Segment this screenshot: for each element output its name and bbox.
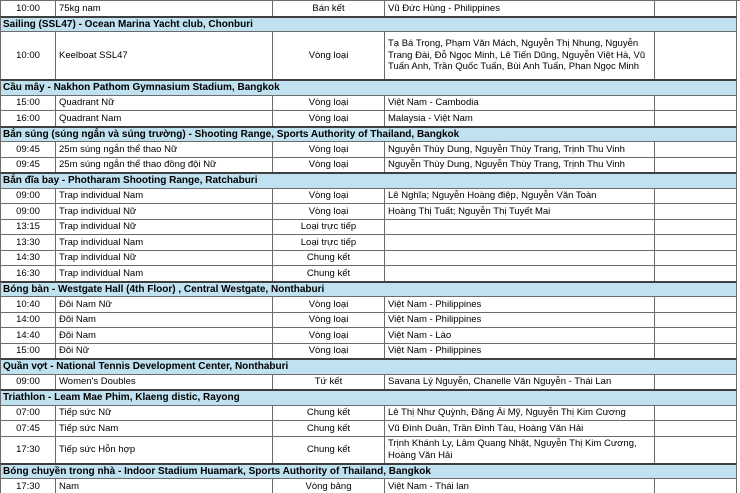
event-cell: Trap individual Nữ <box>56 251 273 266</box>
time-cell: 09:45 <box>0 142 56 157</box>
schedule-row <box>0 406 737 422</box>
participants-cell: Việt Nam - Lào <box>385 328 655 343</box>
schedule-row <box>0 421 737 437</box>
notes-cell <box>655 96 737 111</box>
time-cell: 07:45 <box>0 421 56 436</box>
round-cell: Vòng loại <box>273 328 385 343</box>
event-cell: 75kg nam <box>56 1 273 16</box>
schedule-row <box>0 266 737 282</box>
participants-cell: Việt Nam - Philippines <box>385 344 655 359</box>
schedule-row <box>0 189 737 205</box>
round-cell: Tứ kết <box>273 375 385 390</box>
round-cell: Loại trực tiếp <box>273 235 385 250</box>
round-cell: Chung kết <box>273 266 385 281</box>
schedule-row <box>0 479 737 493</box>
event-cell: 25m súng ngắn thể thao Nữ <box>56 142 273 157</box>
participants-cell: Vũ Đức Hùng - Philippines <box>385 1 655 16</box>
participants-cell: Trịnh Khánh Ly, Lâm Quang Nhật, Nguyễn Thị Kim Cương, Hoàng Văn Hải <box>385 437 655 463</box>
schedule-row <box>0 111 737 127</box>
schedule-row <box>0 251 737 267</box>
section-header: Bóng bàn - Westgate Hall (4th Floor) , Central Westgate, Nonthaburi <box>0 281 737 298</box>
time-cell: 17:30 <box>0 437 56 463</box>
event-cell: Trap individual Nữ <box>56 220 273 235</box>
round-cell: Vòng loại <box>273 344 385 359</box>
time-cell: 07:00 <box>0 406 56 421</box>
participants-cell: Lê Nghĩa; Nguyễn Hoàng điệp, Nguyễn Văn Toàn <box>385 189 655 204</box>
notes-cell <box>655 344 737 359</box>
notes-cell <box>655 204 737 219</box>
time-cell: 16:00 <box>0 111 56 126</box>
time-cell: 13:15 <box>0 220 56 235</box>
time-cell: 09:00 <box>0 204 56 219</box>
round-cell: Vòng loại <box>273 313 385 328</box>
notes-cell <box>655 421 737 436</box>
time-cell: 10:00 <box>0 32 56 79</box>
round-cell: Chung kết <box>273 251 385 266</box>
section-header: Triathlon - Leam Mae Phim, Klaeng distic, Rayong <box>0 389 737 406</box>
event-cell: Trap individual Nữ <box>56 204 273 219</box>
notes-cell <box>655 313 737 328</box>
event-cell: Quadrant Nữ <box>56 96 273 111</box>
schedule-row <box>0 344 737 360</box>
event-cell: Keelboat SSL47 <box>56 32 273 79</box>
round-cell: Vòng loại <box>273 32 385 79</box>
event-cell: Trap individual Nam <box>56 189 273 204</box>
round-cell: Chung kết <box>273 437 385 463</box>
schedule-row <box>0 220 737 236</box>
event-cell: Đôi Nam <box>56 328 273 343</box>
participants-cell: Vũ Đình Duân, Trần Đình Tàu, Hoàng Văn Hải <box>385 421 655 436</box>
time-cell: 09:00 <box>0 375 56 390</box>
participants-cell: Việt Nam - Philippines <box>385 313 655 328</box>
schedule-row <box>0 297 737 313</box>
participants-cell <box>385 251 655 266</box>
time-cell: 14:40 <box>0 328 56 343</box>
schedule-row <box>0 32 737 80</box>
schedule-row <box>0 437 737 464</box>
round-cell: Vòng loại <box>273 111 385 126</box>
notes-cell <box>655 328 737 343</box>
time-cell: 17:30 <box>0 479 56 493</box>
notes-cell <box>655 142 737 157</box>
round-cell: Vòng loại <box>273 189 385 204</box>
time-cell: 15:00 <box>0 344 56 359</box>
event-cell: Trap individual Nam <box>56 266 273 281</box>
time-cell: 09:45 <box>0 158 56 173</box>
participants-cell: Lê Thị Như Quỳnh, Đặng Ái Mỹ, Nguyễn Thị Kim Cương <box>385 406 655 421</box>
notes-cell <box>655 479 737 493</box>
section-header: Bắn đĩa bay - Photharam Shooting Range, Ratchaburi <box>0 172 737 189</box>
round-cell: Chung kết <box>273 421 385 436</box>
event-cell: Quadrant Nam <box>56 111 273 126</box>
section-header: Bắn súng (súng ngắn và súng trường) - Shooting Range, Sports Authority of Thailand, Bangkok <box>0 126 737 143</box>
participants-cell: Tạ Bá Trọng, Phạm Văn Mách, Nguyễn Thị Nhung, Nguyễn Trang Đài, Đỗ Ngọc Minh, Lê Tiến Dũng, Nguyễn Việt Hà, Vũ Tuấn Anh, Trần Quốc Tuấn, Bùi Anh Tuấn, Phan Ngọc Minh <box>385 32 655 79</box>
time-cell: 16:30 <box>0 266 56 281</box>
notes-cell <box>655 406 737 421</box>
participants-cell <box>385 220 655 235</box>
participants-cell: Malaysia - Việt Nam <box>385 111 655 126</box>
event-cell: Đôi Nam <box>56 313 273 328</box>
notes-cell <box>655 158 737 173</box>
event-cell: Tiếp sức Nữ <box>56 406 273 421</box>
schedule-row <box>0 158 737 174</box>
schedule-row <box>0 96 737 112</box>
time-cell: 15:00 <box>0 96 56 111</box>
participants-cell <box>385 235 655 250</box>
participants-cell: Việt Nam - Philippines <box>385 297 655 312</box>
notes-cell <box>655 375 737 390</box>
event-cell: Nam <box>56 479 273 493</box>
schedule-row <box>0 142 737 158</box>
time-cell: 09:00 <box>0 189 56 204</box>
event-cell: Tiếp sức Nam <box>56 421 273 436</box>
participants-cell <box>385 266 655 281</box>
round-cell: Vòng loại <box>273 297 385 312</box>
schedule-row <box>0 235 737 251</box>
notes-cell <box>655 266 737 281</box>
event-cell: Women's Doubles <box>56 375 273 390</box>
participants-cell: Việt Nam - Cambodia <box>385 96 655 111</box>
event-cell: Tiếp sức Hỗn hợp <box>56 437 273 463</box>
event-cell: Đôi Nam Nữ <box>56 297 273 312</box>
time-cell: 10:40 <box>0 297 56 312</box>
schedule-row <box>0 313 737 329</box>
notes-cell <box>655 235 737 250</box>
participants-cell: Savana Lý Nguyễn, Chanelle Văn Nguyễn - Thái Lan <box>385 375 655 390</box>
schedule-row <box>0 1 737 17</box>
time-cell: 14:00 <box>0 313 56 328</box>
round-cell: Vòng loại <box>273 204 385 219</box>
event-cell: 25m súng ngắn thể thao đồng đội Nữ <box>56 158 273 173</box>
participants-cell: Nguyễn Thùy Dung, Nguyễn Thùy Trang, Trịnh Thu Vinh <box>385 142 655 157</box>
notes-cell <box>655 189 737 204</box>
time-cell: 14:30 <box>0 251 56 266</box>
round-cell: Chung kết <box>273 406 385 421</box>
round-cell: Vòng loại <box>273 96 385 111</box>
notes-cell <box>655 220 737 235</box>
notes-cell <box>655 437 737 463</box>
time-cell: 13:30 <box>0 235 56 250</box>
participants-cell: Nguyễn Thùy Dung, Nguyễn Thùy Trang, Trịnh Thu Vinh <box>385 158 655 173</box>
section-header: Cầu mây - Nakhon Pathom Gymnasium Stadium, Bangkok <box>0 79 737 96</box>
notes-cell <box>655 1 737 16</box>
round-cell: Bán kết <box>273 1 385 16</box>
section-header: Quần vợt - National Tennis Development Center, Nonthaburi <box>0 358 737 375</box>
round-cell: Loại trực tiếp <box>273 220 385 235</box>
schedule-row <box>0 328 737 344</box>
time-cell: 10:00 <box>0 1 56 16</box>
participants-cell: Hoàng Thị Tuất; Nguyễn Thị Tuyết Mai <box>385 204 655 219</box>
schedule-row <box>0 375 737 391</box>
event-cell: Đôi Nữ <box>56 344 273 359</box>
round-cell: Vòng loại <box>273 158 385 173</box>
round-cell: Vòng bảng <box>273 479 385 493</box>
section-header: Bóng chuyền trong nhà - Indoor Stadium Huamark, Sports Authority of Thailand, Bangkok <box>0 463 737 480</box>
notes-cell <box>655 251 737 266</box>
event-cell: Trap individual Nam <box>56 235 273 250</box>
notes-cell <box>655 111 737 126</box>
round-cell: Vòng loại <box>273 142 385 157</box>
schedule-row <box>0 204 737 220</box>
notes-cell <box>655 297 737 312</box>
notes-cell <box>655 32 737 79</box>
section-header: Sailing (SSL47) - Ocean Marina Yacht club, Chonburi <box>0 16 737 33</box>
participants-cell: Việt Nam - Thái lan <box>385 479 655 493</box>
